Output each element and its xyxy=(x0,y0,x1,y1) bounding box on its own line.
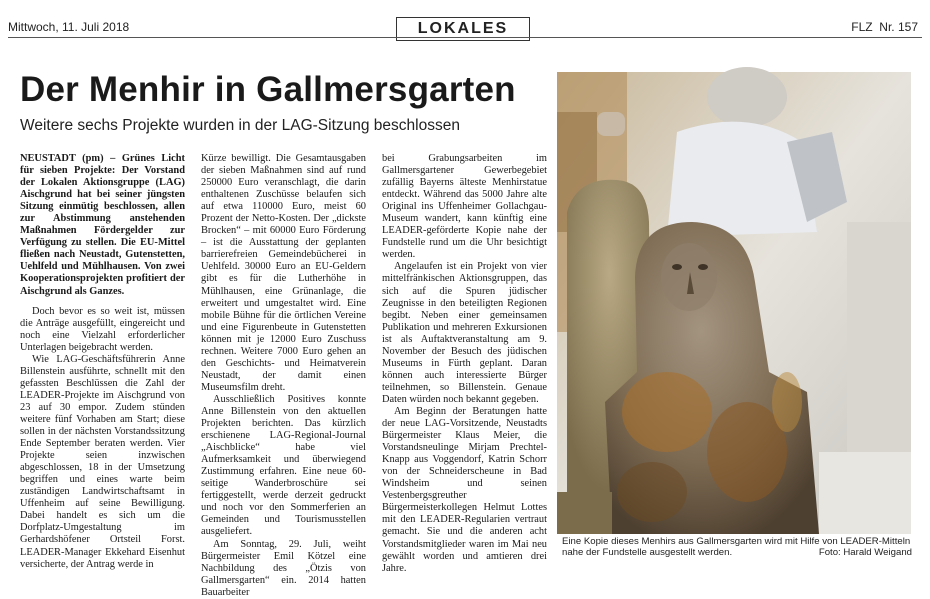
paper-name: FLZ xyxy=(851,20,873,34)
body-paragraph: bei Grabungsarbeiten im Gallmersgartener Gewerbegebiet zufällig Bayerns älteste Menhirstatue entdeckt. Während das 5000 Jahre alte Original ins Uffenheimer Gollachgau-Museum wandert, kann künftig eine LEADER-geförderte Kopie nahe der Fundstelle rund um die Uhr besichtigt werden. xyxy=(382,153,547,261)
caption-text: Eine Kopie dieses Menhirs aus Gallmersgarten wird mit Hilfe von LEADER-Mitteln nahe der Fundstelle ausgestellt werden. xyxy=(562,536,911,559)
menhir-photo-image xyxy=(557,72,911,534)
body-paragraph: Kürze bewilligt. Die Gesamtausgaben der sieben Maßnahmen sind auf rund 250000 Euro veranschlagt, die darin enthaltenen Zuschüsse belaufen sich auf etwa 110000 Euro, meist 60 Prozent der Netto-Kosten. Der „dickste Brocken“ – mit 60000 Euro Förderung – ist die Ausstattung der geplanten barrierefreien Gemeindebücherei in Uehlfeld. 30000 Euro an EU-Geldern gibt es für die Lutherhöhe in Mühlhausen, eine Grünanlage, die erweitert und umgestaltet wird. Eine mobile Bühne für die örtlichen Vereine und eine Figurenbeute in Gutenstetten können mit je 12000 Euro Zuschuss rechnen. Weitere 7000 Euro gehen an den Geschichts- und Heimatverein Neustadt, der damit einen Museumsfilm dreht. xyxy=(201,153,366,393)
subheadline: Weitere sechs Projekte wurden in der LAG-Sitzung beschlossen xyxy=(20,117,460,134)
issue-date: Mittwoch, 11. Juli 2018 xyxy=(8,20,130,34)
menhir-photo xyxy=(557,72,911,534)
body-paragraph: Doch bevor es so weit ist, müssen die Anträge ausgefüllt, eingereicht und noch eine Vielzahl erforderlicher Unterlagen beigebracht werden. xyxy=(20,305,185,353)
body-paragraph: Wie LAG-Geschäftsführerin Anne Billenstein ausführte, schnellt mit den gefassten Beschlüssen die Zahl der LEADER-Projekte im Aischgrund von 23 auf 30 empor. Zudem stünden weitere fünf Vorhaben am Start; diese sollen in der nächsten Vorstandssitzung Ende September beraten werden. Vier Projekte seien inzwischen abgeschlossen, 18 in der Umsetzung begriffen und eines warte beim zuständigen Landwirtschaftsamt in Uffenheim auf seine Bewilligung. Dabei handelt es sich um die Dorfplatz-Umgestaltung im Gerhardshöfener Ortsteil Forst. LEADER-Manager Ekkehard Eisenhut versicherte, der Antrag werde in xyxy=(20,353,185,570)
body-paragraph: Am Beginn der Beratungen hatte der neue LAG-Vorsitzende, Neustadts Bürgermeister Klaus Meier, die Vorstandsneulinge Mirjam Prechtel-Knapp aus Voggendorf, Katrin Schorr von der Schneiderscheune in Bad Windsheim und seinen Vestenbergsgreuther Bürgermeisterkollegen Helmut Lottes mit den LEADER-Regularien vertraut gemacht. Sie und die anderen acht Vorstandsmitglieder waren im Mai neu gewählt worden und amtieren drei Jahre. xyxy=(382,405,547,574)
article-column-1 xyxy=(20,153,185,570)
body-paragraph: Angelaufen ist ein Projekt von vier mittelfränkischen Aktionsgruppen, das sich auf die Spuren jüdischer Zeugnisse in den beteiligten Regionen begibt. Neben einer gemeinsamen Publikation und mehreren Exkursionen ist als Auftaktveranstaltung am 9. November der Besuch des jüdischen Museums in Fürth geplant. Daran können auch interessierte Bürger teilnehmen, so Billenstein. Genaue Daten würden noch bekannt gegeben. xyxy=(382,261,547,405)
issue-number: Nr. 157 xyxy=(879,20,918,34)
body-paragraph: Ausschließlich Positives konnte Anne Billenstein von den aktuellen Projekten berichten. Das kürzlich erschienene LAG-Regional-Journal „Aischblicke“ habe viel Aufmerksamkeit und überwiegend Zustimmung erfahren. Eine neue 60-seitige Wanderbroschüre sei fertiggestellt, werde derzeit gedruckt und noch vor den Sommerferien an Gemeinden und Tourismusstellen ausgeliefert. xyxy=(201,393,366,538)
article-column-3 xyxy=(382,153,547,574)
header-rule-left xyxy=(8,37,922,38)
lead-paragraph: NEUSTADT (pm) – Grünes Licht für sieben Projekte: Der Vorstand der Lokalen Aktionsgruppe (LAG) Aischgrund hat bei seiner jüngsten Sitzung einmütig beschlossen, allen zur Abstimmung anstehenden Maßnahmen Fördergelder zur Verfügung zu stellen. Die EU-Mittel fließen nach Neustadt, Gutenstetten, Uehlfeld und Mühlhausen. Von zwei Kooperationsprojekten profitiert der Aischgrund als Ganzes. xyxy=(20,153,185,297)
headline: Der Menhir in Gallmersgarten xyxy=(20,70,516,109)
photo-caption xyxy=(562,536,912,558)
issue-info xyxy=(851,20,918,34)
body-paragraph: Am Sonntag, 29. Juli, weiht Bürgermeister Emil Kötzel eine Nachbildung des „Ötzis von Gallmersgarten“ ein. 2014 hatten Bauarbeiter xyxy=(201,538,366,598)
photo-credit: Foto: Harald Weigand xyxy=(818,547,912,559)
section-label: LOKALES xyxy=(396,17,530,41)
article-column-2 xyxy=(201,153,366,598)
